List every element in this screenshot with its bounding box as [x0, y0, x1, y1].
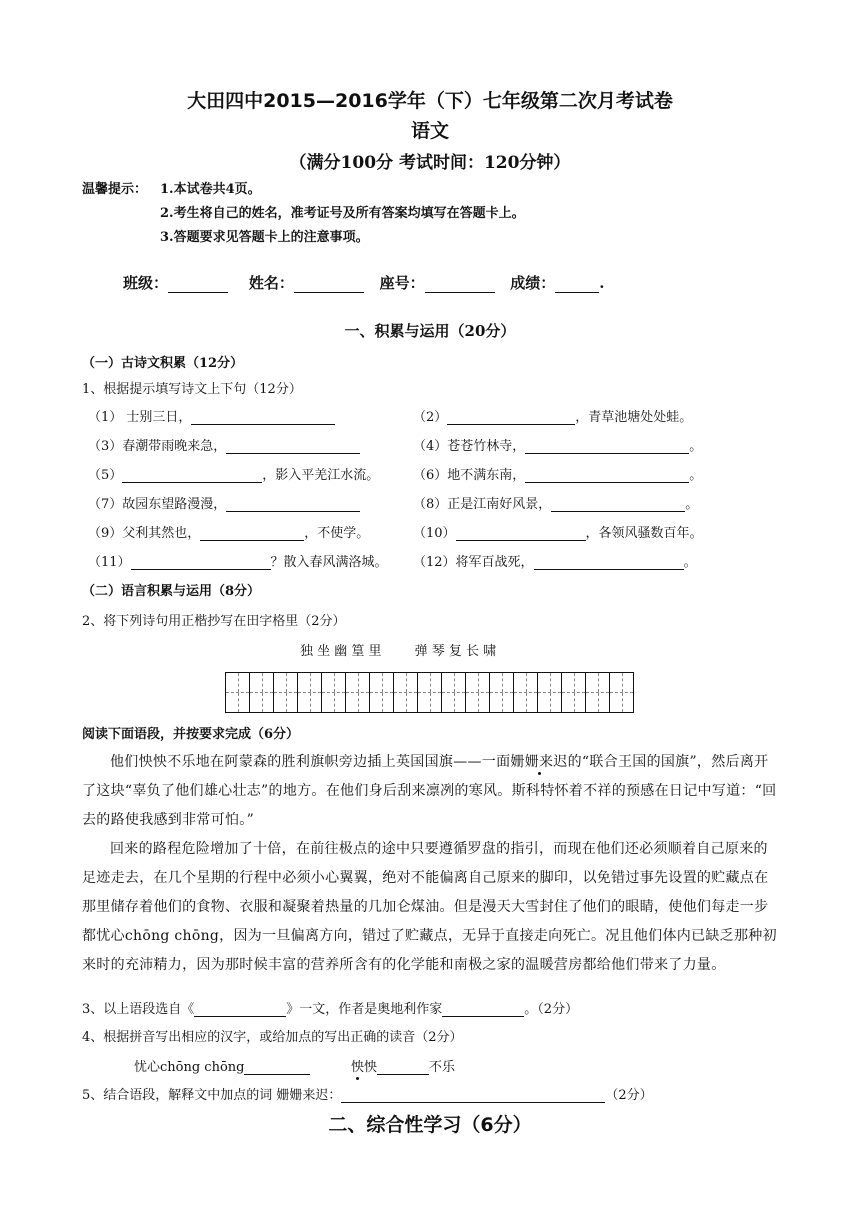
score-blank[interactable]: [555, 277, 599, 293]
sub1-title: （一）古诗文积累（12分）: [82, 356, 244, 371]
reading-instruction: 阅读下面语段，并按要求完成（6分）: [82, 727, 300, 742]
answer-blank[interactable]: [447, 409, 575, 425]
name-blank[interactable]: [294, 277, 364, 293]
answer-blank[interactable]: [525, 438, 689, 454]
dotted-word: 姗姗来迟: [510, 754, 568, 770]
poem-item-10: （10） ，各领风骚数百年。: [413, 526, 703, 541]
subject-title: 语文: [410, 120, 449, 142]
q3-text: 3、以上语段选自《 》一文，作者是奥地利作家 。（2分）: [82, 1002, 579, 1017]
q2-text: 2、将下列诗句用正楷抄写在田字格里（2分）: [82, 614, 346, 629]
q4-text: 4、根据拼音写出相应的汉字，或给加点的写出正确的读音（2分）: [82, 1030, 463, 1045]
class-label: 班级：: [123, 274, 169, 292]
q4a-blank[interactable]: [244, 1059, 310, 1075]
passage-paragraph-2: 回来的路程危险增加了十倍，在前往极点的途中只要遵循罗盘的指引，而现在他们还必须顺着自己原来的足迹走去，在几个星期的行程中必须小心翼翼，绝对不能偏离自己原来的脚印，以免错过事先设置的贮藏点在那里储存着他们的食物、衣服和凝聚着热量的几加仑煤油。但是漫天大雪封住了他们的眼睛，使他们每走一步都忧心chōng chōng，因为一旦偏离方向，错过了贮藏点，无异于直接走向死亡。况且他们体内已缺乏那种初来时的充沛精力，因为那时候丰富的营养所含有的化学能和南极之家的温暖营房都给他们带来了力量。: [82, 841, 777, 973]
q4b-blank[interactable]: [377, 1059, 429, 1075]
tip-1: 1.本试卷共4页。: [160, 182, 261, 197]
passage-paragraph-1: 他们怏怏不乐地在阿蒙森的胜利旗帜旁边插上英国国旗——一面姗姗来迟的“联合王国的国旗”，然后离开了这块“辜负了他们雄心壮志”的地方。在他们身后刮来凛冽的寒风。斯科特怀着不祥的预感在日记中写道：“回去的路使我感到非常可怕。”: [82, 754, 777, 828]
tip-3: 3.答题要求见答题卡上的注意事项。: [160, 230, 369, 245]
q4-item-a: 忧心chōng chōng: [134, 1056, 310, 1075]
poem-line: 独 坐 幽 篁 里 弹 琴 复 长 啸: [300, 644, 497, 659]
poem-item-4: （4）苍苍竹林寺， 。: [413, 439, 703, 454]
answer-blank[interactable]: [456, 525, 586, 541]
poem-item-1: （1） 士别三日，: [88, 406, 335, 425]
answer-blank[interactable]: [191, 409, 335, 425]
poem-item-3: （3）春潮带雨晚来急，: [88, 435, 360, 454]
sub2-title: （二）语言积累与运用（8分）: [82, 584, 261, 599]
q3-title-blank[interactable]: [194, 1001, 286, 1017]
poem-item-2: （2） ，青草池塘处处蛙。: [413, 410, 693, 425]
answer-blank[interactable]: [131, 554, 271, 570]
seat-blank[interactable]: [425, 277, 495, 293]
score-label: 成绩：: [510, 274, 556, 292]
q1-text: 1、根据提示填写诗文上下句（12分）: [82, 382, 302, 397]
part1-title: 一、积累与运用（20分）: [344, 322, 516, 340]
name-label: 姓名：: [248, 274, 294, 292]
answer-blank[interactable]: [525, 467, 689, 483]
q4-item-b: 怏怏 不乐: [351, 1060, 456, 1075]
poem-item-7: （7）故园东望路漫漫，: [88, 493, 360, 512]
poem-item-8: （8）正是江南好风景， 。: [413, 497, 699, 512]
answer-blank[interactable]: [534, 554, 684, 570]
q5-text: 5、结合语段，解释文中加点的词 姗姗来迟： （2分）: [82, 1088, 653, 1103]
exam-title: 大田四中2015—2016学年（下）七年级第二次月考试卷: [187, 90, 673, 112]
exam-meta: （满分100分 考试时间：120分钟）: [289, 153, 571, 173]
answer-blank[interactable]: [200, 525, 304, 541]
tip-2: 2.考生将自己的姓名，准考证号及所有答案均填写在答题卡上。: [160, 206, 525, 221]
score-end: .: [599, 274, 605, 292]
poem-item-9: （9）父利其然也， ，不使学。: [88, 526, 370, 541]
answer-blank[interactable]: [551, 496, 685, 512]
poem-item-5: （5） ，影入平羌江水流。: [88, 468, 380, 483]
class-blank[interactable]: [168, 277, 228, 293]
tips-label: 温馨提示：: [82, 182, 148, 197]
answer-blank[interactable]: [226, 438, 360, 454]
q3-author-blank[interactable]: [442, 1001, 524, 1017]
part2-title: 二、综合性学习（6分）: [328, 1114, 532, 1136]
tianzige-grid[interactable]: [225, 672, 634, 713]
poem-item-11: （11） ？散入春风满洛城。: [88, 555, 388, 570]
q5-blank[interactable]: [341, 1087, 605, 1103]
poem-item-12: （12）将军百战死， 。: [413, 555, 697, 570]
seat-label: 座号：: [379, 274, 425, 292]
answer-blank[interactable]: [226, 496, 360, 512]
poem-item-6: （6）地不满东南， 。: [413, 468, 703, 483]
info-line: [123, 272, 605, 293]
answer-blank[interactable]: [122, 467, 262, 483]
